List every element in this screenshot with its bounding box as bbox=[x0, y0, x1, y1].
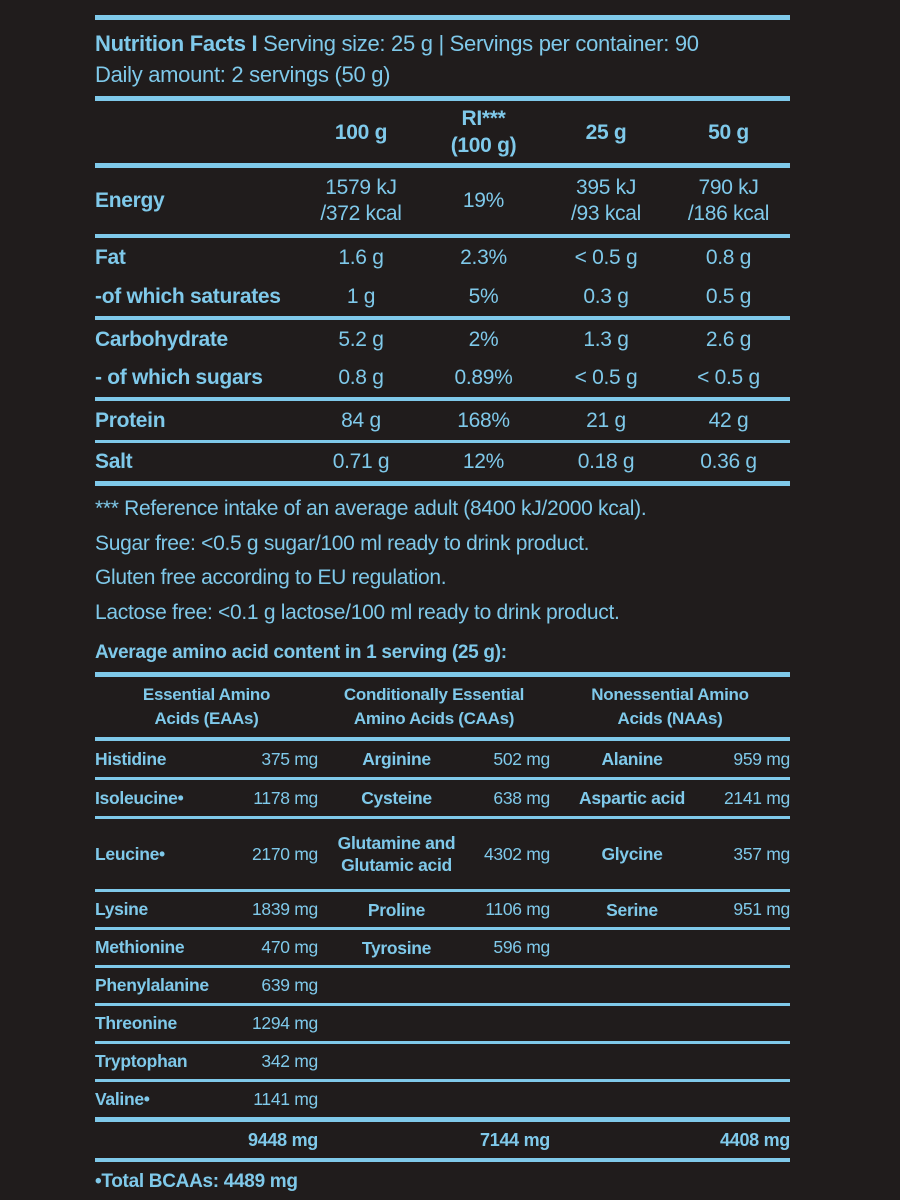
footnote-lactose-free: Lactose free: <0.1 g lactose/100 ml ready to drink product. bbox=[95, 600, 620, 624]
energy-25g: 395 kJ /93 kcal bbox=[571, 176, 641, 225]
amino-row-lysine: Lysine 1839 mg Proline 1106 mg Serine 951 mg bbox=[95, 899, 790, 920]
header-title: Nutrition Facts I bbox=[95, 31, 258, 56]
total-bcaa-text: •Total BCAAs: 4489 mg bbox=[95, 1171, 298, 1192]
group-header-eaa: Essential Amino Acids (EAAs) bbox=[142, 685, 271, 728]
row-salt: Salt 0.71 g 12% 0.18 g 0.36 g bbox=[95, 450, 757, 473]
col-header-50g: 50 g bbox=[708, 120, 749, 144]
row-protein: Protein 84 g 168% 21 g 42 g bbox=[95, 408, 749, 432]
total-eaa: 9448 mg bbox=[248, 1129, 318, 1150]
amino-row-histidine: Histidine 375 mg Arginine 502 mg Alanine 959 mg bbox=[95, 748, 790, 769]
energy-ri: 19% bbox=[462, 189, 505, 212]
label-header bbox=[95, 20, 790, 96]
nutrition-label bbox=[95, 0, 790, 1193]
col-header-25g: 25 g bbox=[585, 120, 627, 144]
footnote-sugar-free: Sugar free: <0.5 g sugar/100 ml ready to drink product. bbox=[95, 531, 590, 555]
glutamine-name: Glutamine and Glutamic acid bbox=[337, 833, 456, 875]
amino-row-leucine: Leucine• 2170 mg Glutamine and Glutamic acid 4302 mg Glycine 357 mg bbox=[95, 833, 790, 875]
amino-row-valine: Valine• 1141 mg bbox=[95, 1089, 318, 1109]
header-serving-info: Serving size: 25 g | Servings per container: 90 bbox=[263, 31, 699, 56]
row-fat: Fat 1.6 g 2.3% < 0.5 g 0.8 g bbox=[95, 245, 752, 269]
energy-50g: 790 kJ /186 kcal bbox=[687, 176, 770, 225]
row-sugars: - of which sugars 0.8 g 0.89% < 0.5 g < 0.5 g bbox=[95, 366, 760, 389]
amino-row-methionine: Methionine 470 mg Tyrosine 596 mg bbox=[95, 937, 550, 958]
table-header-row bbox=[95, 101, 790, 163]
amino-row-threonine: Threonine 1294 mg bbox=[95, 1013, 318, 1033]
footnote-gluten-free: Gluten free according to EU regulation. bbox=[95, 566, 447, 589]
amino-table-title: Average amino acid content in 1 serving (25 g): bbox=[95, 642, 507, 663]
amino-totals-row bbox=[95, 1122, 790, 1158]
header-line2: Daily amount: 2 servings (50 g) bbox=[95, 62, 391, 87]
nutrition-table bbox=[95, 101, 790, 486]
amino-row-phenylalanine: Phenylalanine 639 mg bbox=[95, 975, 318, 995]
row-carbohydrate: Carbohydrate 5.2 g 2% 1.3 g 2.6 g bbox=[95, 327, 752, 351]
energy-100g: 1579 kJ /372 kcal bbox=[320, 176, 402, 225]
total-naa: 4408 mg bbox=[720, 1129, 790, 1150]
footnotes bbox=[95, 486, 790, 630]
total-caa: 7144 mg bbox=[480, 1129, 550, 1150]
amino-row-isoleucine: Isoleucine• 1178 mg Cysteine 638 mg Aspartic acid 2141 mg bbox=[95, 787, 790, 808]
header-line1 bbox=[95, 28, 790, 59]
row-saturates: -of which saturates 1 g 5% 0.3 g 0.5 g bbox=[95, 284, 752, 308]
col-header-ri: RI*** (100 g) bbox=[450, 107, 517, 157]
group-header-caa: Conditionally Essential Amino Acids (CAAs) bbox=[343, 685, 525, 728]
group-header-naa: Nonessential Amino Acids (NAAs) bbox=[591, 685, 749, 728]
amino-group-headers bbox=[95, 677, 790, 737]
amino-row-tryptophan: Tryptophan 342 mg bbox=[95, 1051, 318, 1071]
row-energy: Energy 1579 kJ /372 kcal 19% 395 kJ /93 kcal 790 kJ /186 kcal bbox=[95, 168, 790, 234]
footnote-reference-intake: *** Reference intake of an average adult (8400 kJ/2000 kcal). bbox=[95, 497, 647, 520]
col-header-100g: 100 g bbox=[334, 120, 388, 144]
